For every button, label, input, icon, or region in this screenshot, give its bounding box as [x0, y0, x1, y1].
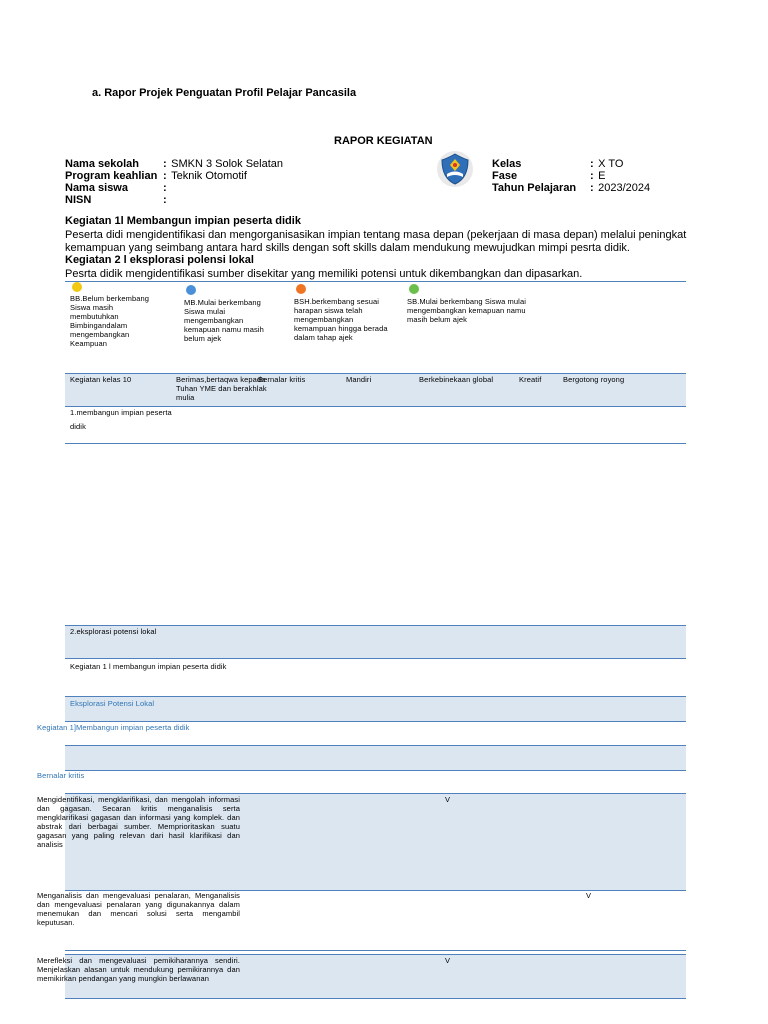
criteria-text-3: Merefleksi dan mengevaluasi pemikiharannya sendiri. Menjelaskan alasan untuk mendukung pemikirannya dan memikirkan pendangan yang mungkin berlawanan [37, 956, 240, 983]
info-right-values [590, 154, 651, 194]
info-right [492, 154, 577, 194]
th-bernalar: Bernalar kritis [258, 375, 306, 384]
kegiatan2-title: Kegiatan 2 l eksplorasi polensi lokal [65, 254, 254, 266]
value-program-keahlian: Teknik Otomotif [171, 170, 247, 182]
legend-yellow-dot-icon [72, 282, 82, 292]
th-mandiri: Mandiri [346, 375, 372, 384]
label-nisn: NISN [65, 194, 92, 206]
divider [65, 950, 686, 951]
colon: : [163, 158, 167, 170]
kegiatan-membangun-label: Kegiatan 1]Membangun impian peserta didik [37, 723, 190, 732]
colon: : [163, 182, 167, 194]
value-nama-sekolah: SMKN 3 Solok Selatan [171, 158, 284, 170]
bernalar-kritis-label: Bernalar kritis [37, 771, 85, 780]
tut-wuri-handayani-logo-icon [436, 150, 474, 188]
th-kreatif: Kreatif [519, 375, 542, 384]
report-title: RAPOR KEGIATAN [334, 135, 433, 147]
row-membangun-impian: 1.membangun impian peserta didik [70, 408, 172, 431]
label-nama-siswa: Nama siswa [65, 182, 128, 194]
legend-bsh: BSH.berkembang sesuai harapan siswa telah mengembangkan kemampuan hingga berada dalam tahap ajek [294, 297, 388, 342]
eksplorasi-label: Eksplorasi Potensi Lokal [70, 699, 155, 708]
legend-mb: MB.Mulai berkembang Siswa mulai mengembangkan kemapuan namu masih belum ajek [184, 298, 264, 343]
criteria-text-1: Mengidentifikasi, mengklarifikasi, dan mengolah informasi dan gagasan. Secaran kritis menganalisis serta mengklarifikasi gagasan dan informasi yang komplek. dan abstrak dari berbagai sumber. Memprioritaskan suatu gagasan yang paling relevan dari hasil klarifikasi dan analisis [37, 795, 240, 849]
colon: : [590, 182, 594, 194]
th-kegiatan: Kegiatan kelas 10 [70, 375, 132, 384]
value-kelas: X TO [598, 158, 624, 170]
th-berkebinekaan: Berkebinekaan global [419, 375, 494, 384]
divider [65, 281, 686, 282]
eksplorasi-band [65, 696, 686, 722]
colon: : [590, 158, 594, 170]
label-program-keahlian: Program keahlian [65, 170, 158, 182]
row-eksplorasi-potensi: 2.eksplorasi potensi lokal [70, 627, 157, 636]
kegiatan1-title: Kegiatan 1l Membangun impian peserta didik [65, 215, 301, 227]
label-fase: Fase [492, 170, 518, 182]
info-left-values [163, 154, 284, 206]
criteria-mark-3: V [445, 956, 451, 965]
th-gotong-royong: Bergotong royong [563, 375, 625, 384]
colon: : [163, 194, 167, 206]
divider [65, 443, 686, 444]
info-left [65, 154, 158, 206]
legend-blue-dot-icon [186, 285, 196, 295]
colon: : [590, 170, 594, 182]
th-beriman: Berimas,bertaqwa kepada Tuhan YME dan berakhlak mulia [176, 375, 267, 402]
empty-band [65, 745, 686, 771]
criteria-mark-1: V [445, 795, 451, 804]
kegiatan2-desc: Pesrta didik mengidentifikasi sumber disekitar yang memiliki potensi untuk dikembangkan dan dipasarkan. [65, 268, 583, 280]
criteria-text-2: Menganalisis dan mengevaluasi penalaran, Menganalisis dan mengevaluasi penalaran yang digunakannya dalam menemukan dan mencari solusi serta mengambil keputusan. [37, 891, 240, 927]
legend-bb: BB.Belum berkembang Siswa masih membutuhkan Bimbingandalam mengembangkan Keampuan [70, 294, 150, 348]
row-eksplorasi-band [65, 625, 686, 659]
kegiatan1-desc: Peserta didi mengidentifikasi dan mengorganisasikan impian tentang masa depan (pekerjaan di masa depan) melalui peningkat kemampuan yang seimbang antara hard skills dengan soft skills dalam mendukung mewujudkan mimpi pesrta didik. [65, 229, 687, 254]
colon: : [163, 170, 167, 182]
document-heading: a. Rapor Projek Penguatan Profil Pelajar Pancasila [92, 87, 357, 99]
legend-green-dot-icon [409, 284, 419, 294]
criteria-mark-2: V [586, 891, 592, 900]
label-kelas: Kelas [492, 158, 522, 170]
row-kegiatan1: Kegiatan 1 l membangun impian peserta didik [70, 662, 227, 671]
value-fase: E [598, 170, 606, 182]
legend-orange-dot-icon [296, 284, 306, 294]
label-nama-sekolah: Nama sekolah [65, 158, 139, 170]
legend-sb: SB.Mulai berkembang Siswa mulai mengembangkan kemapuan namu masih belum ajek [407, 297, 526, 324]
value-tahun-pelajaran: 2023/2024 [598, 182, 651, 194]
label-tahun-pelajaran: Tahun Pelajaran [492, 182, 577, 194]
